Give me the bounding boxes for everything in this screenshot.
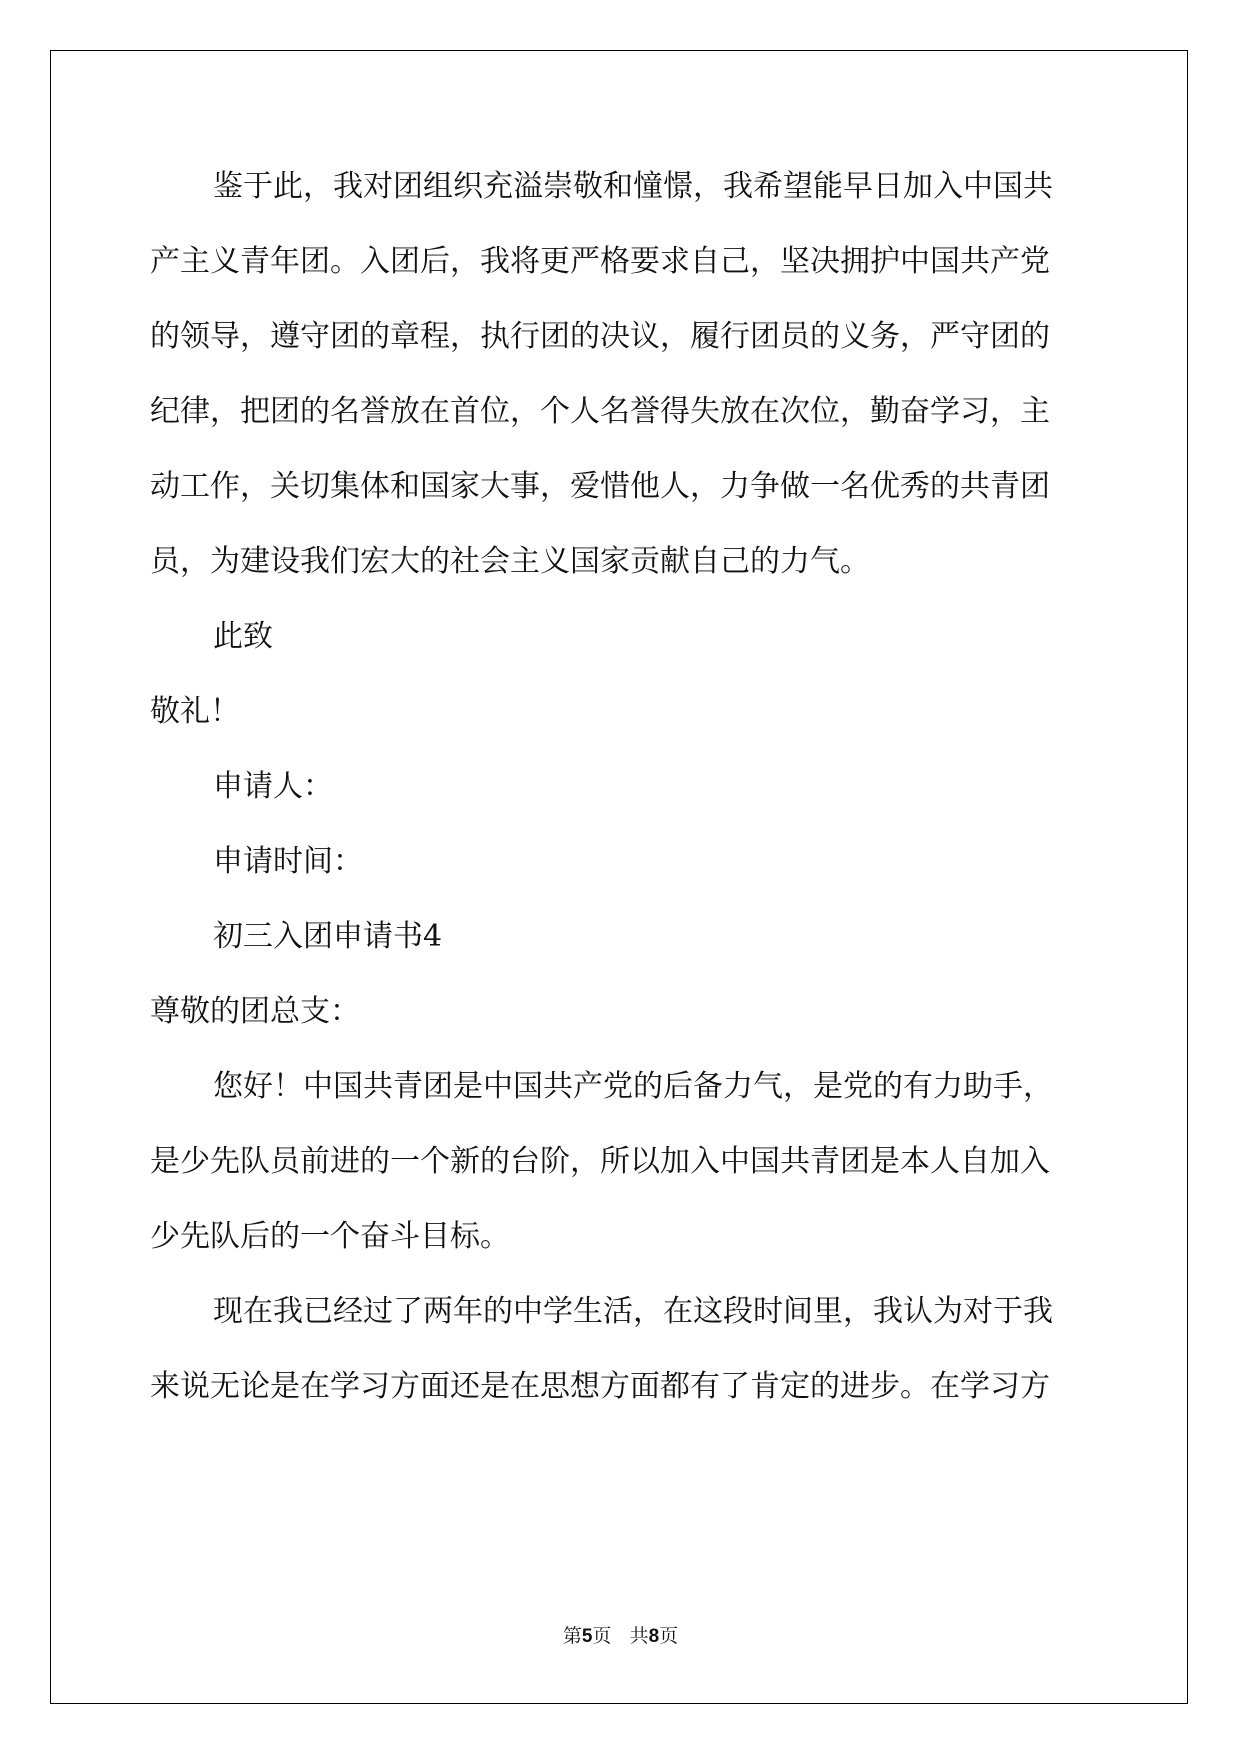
paragraph-line: 现在我已经过了两年的中学生活，在这段时间里，我认为对于我 <box>213 1294 1053 1329</box>
page-footer <box>0 1621 1241 1648</box>
current-page-number: 5 <box>581 1626 593 1647</box>
paragraph-line: 少先队后的一个奋斗目标。 <box>150 1219 510 1254</box>
paragraph-line: 您好！中国共青团是中国共产党的后备力气，是党的有力助手， <box>213 1069 1053 1104</box>
total-prefix: 共 <box>629 1625 649 1647</box>
greeting-line: 尊敬的团总支： <box>150 994 360 1029</box>
paragraph-line: 动工作，关切集体和国家大事，爱惜他人，力争做一名优秀的共青团 <box>150 469 1050 504</box>
paragraph-line: 来说无论是在学习方面还是在思想方面都有了肯定的进步。在学习方 <box>150 1369 1050 1404</box>
section-title: 初三入团申请书4 <box>213 919 443 954</box>
paragraph-line: 产主义青年团。入团后，我将更严格要求自己，坚决拥护中国共产党 <box>150 244 1050 279</box>
paragraph-line: 是少先队员前进的一个新的台阶，所以加入中国共青团是本人自加入 <box>150 1144 1050 1179</box>
page-prefix: 第 <box>562 1625 582 1647</box>
total-suffix: 页 <box>659 1625 679 1647</box>
paragraph-line: 员，为建设我们宏大的社会主义国家贡献自己的力气。 <box>150 544 870 579</box>
paragraph-line: 的领导，遵守团的章程，执行团的决议，履行团员的义务，严守团的 <box>150 319 1050 354</box>
application-date-label: 申请时间： <box>213 844 363 879</box>
closing-line: 此致 <box>213 619 273 654</box>
paragraph-line: 鉴于此，我对团组织充溢崇敬和憧憬，我希望能早日加入中国共 <box>213 169 1053 204</box>
page-suffix: 页 <box>592 1625 612 1647</box>
total-pages-number: 8 <box>648 1626 660 1647</box>
applicant-label: 申请人： <box>213 769 333 804</box>
salutation-line: 敬礼！ <box>150 694 240 729</box>
paragraph-line: 纪律，把团的名誉放在首位，个人名誉得失放在次位，勤奋学习，主 <box>150 394 1050 429</box>
